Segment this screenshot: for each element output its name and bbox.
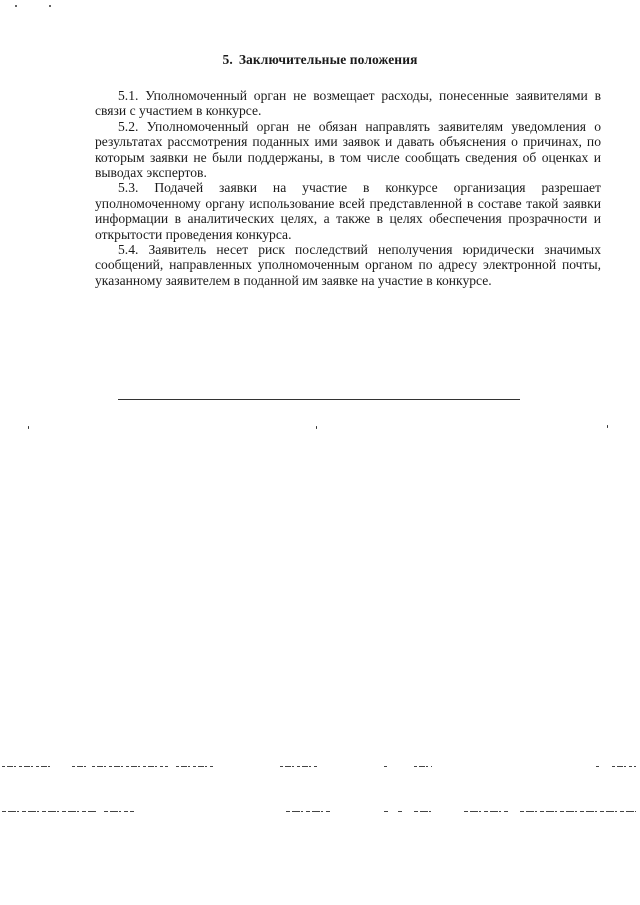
paragraph-number: 5.3.: [118, 180, 139, 196]
scan-speck: [28, 426, 29, 429]
scan-speck: [316, 426, 317, 429]
paragraph-number: 5.2.: [118, 118, 139, 134]
scan-speck: [15, 5, 17, 7]
scan-speck: [607, 425, 608, 428]
scan-noise-line: [0, 765, 640, 767]
section-body: [95, 88, 601, 288]
paragraph-number: 5.1.: [118, 88, 139, 103]
paragraph-5-2: [95, 119, 601, 181]
paragraph-text: Подачей заявки на участие в конкурсе организация разрешает уполномоченному органу использование всей представленной в составе такой заявки информации в аналитических целях, а также в целях обеспечения прозрачности и открытости проведения конкурса.: [95, 180, 601, 242]
paragraph-5-3: [95, 180, 601, 242]
paragraph-5-4: [95, 242, 601, 288]
section-heading: [0, 52, 640, 68]
scan-speck: [49, 5, 51, 7]
paragraph-text: Уполномоченный орган не возмещает расходы, понесенные заявителями в связи с участием в конкурсе.: [95, 88, 601, 119]
paragraph-text: Заявитель несет риск последствий неполучения юридически значимых сообщений, направленных уполномоченным органом по адресу электронной почты, указанному заявителем в поданной им заявке на участие в конкурсе.: [95, 242, 601, 288]
paragraph-5-1: [95, 88, 601, 119]
section-number: 5.: [222, 52, 233, 67]
paragraph-text: Уполномоченный орган не обязан направлять заявителям уведомления о результатах рассмотрения поданных ими заявок и давать объяснения о причинах, по которым заявки не были поддержаны, в том числе сообщать сведения об оценках и выводах экспертов.: [95, 118, 602, 181]
scan-noise-line: [0, 810, 640, 812]
end-of-section-rule: [118, 399, 520, 400]
section-title: Заключительные положения: [238, 52, 418, 67]
paragraph-number: 5.4.: [118, 242, 139, 258]
